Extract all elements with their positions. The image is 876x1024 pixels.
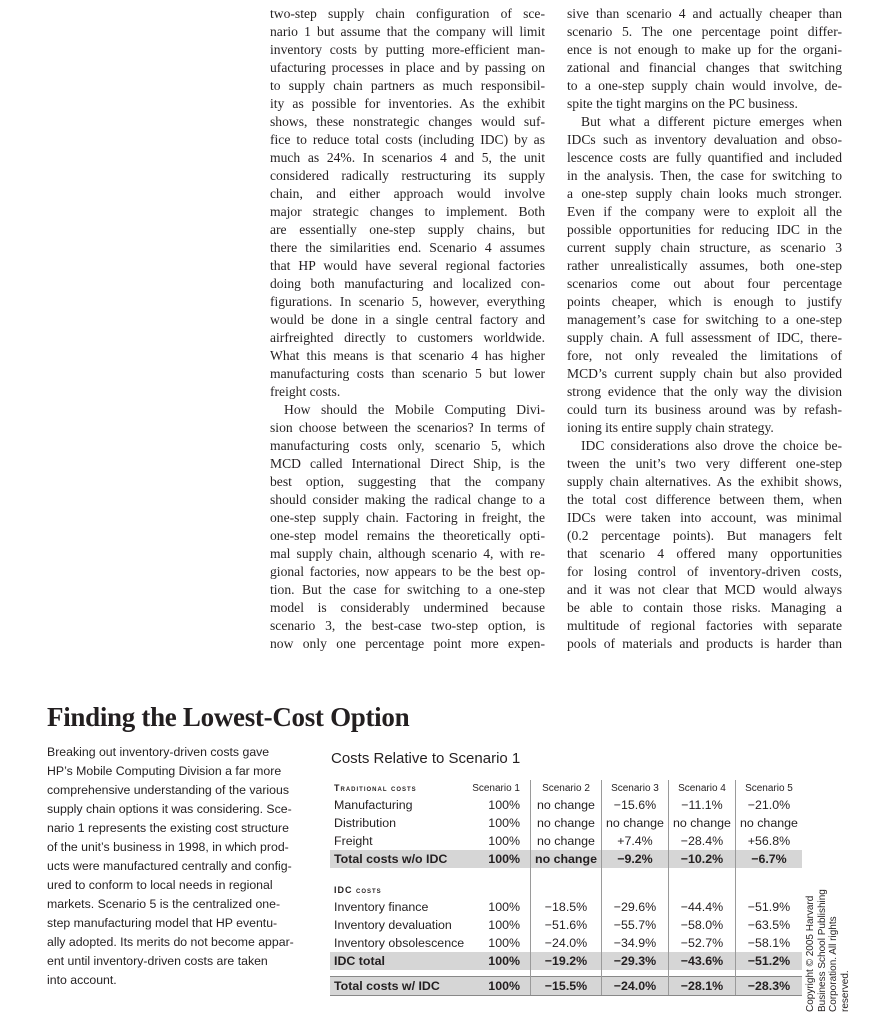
row-label: Total costs w/o IDC (330, 850, 468, 868)
cost-table (330, 780, 802, 996)
cell-scenario-5: −28.3% (735, 977, 802, 996)
total-row (330, 850, 802, 868)
text-line: are essentially one-step supply chains, but (270, 222, 545, 237)
text-line: manufacturing costs only, scenario 5, which (270, 438, 545, 453)
cell-scenario-3 (601, 882, 668, 898)
text-line: manufacturing costs than scenario 5 but lower (270, 366, 545, 381)
table-row (330, 832, 802, 850)
text-line: shows, these nonstrategic changes would suf- (270, 114, 545, 129)
text-line: now only one percentage point more expen- (270, 636, 545, 651)
cell-scenario-2: −51.6% (531, 916, 602, 934)
text-line: sion choose between the scenarios? In terms of (270, 420, 545, 435)
cell-scenario-4: no change (668, 814, 735, 832)
cell-scenario-3: −9.2% (601, 850, 668, 868)
text-line: one-step model remains the theoretically opti- (270, 528, 545, 543)
cell-scenario-1: 100% (468, 952, 530, 970)
row-label: Inventory finance (334, 900, 429, 914)
cell-scenario-1: 100% (488, 834, 520, 848)
text-line: Even if the company were to exploit all the (567, 204, 842, 219)
copyright-line: Corporation. All rights reserved. (828, 916, 851, 1012)
spacer-row (330, 868, 802, 882)
caption-line: Breaking out inventory-driven costs gave (47, 745, 270, 759)
text-line: be able to contain those risks. Managing a (567, 600, 842, 615)
cell-scenario-5: −58.1% (735, 934, 802, 952)
cell-scenario-3: −34.9% (601, 934, 668, 952)
text-line: supply chain alternatives. As the exhibit shows, (567, 474, 842, 489)
table-row (330, 796, 802, 814)
text-line: there the similarities end. Scenario 4 assumes (270, 240, 545, 255)
caption-line: nario 1 represents the existing cost structure (47, 821, 289, 835)
text-line: figurations. In scenario 5, however, everything (270, 294, 545, 309)
text-line: gional factories, now appears to be the best op- (270, 564, 545, 579)
cell-scenario-4: −58.0% (668, 916, 735, 934)
caption-line: of the unit’s business in 1998, in which prod- (47, 840, 289, 854)
text-line: IDCs were taken into account, was minimal (567, 510, 842, 525)
caption-line: ucts were manufactured centrally and config- (47, 859, 292, 873)
text-line: ufacturing processes in place and by passing on (270, 60, 545, 75)
text-line: supply chain. A full assessment of IDC, there- (567, 330, 842, 345)
exhibit-title: Finding the Lowest-Cost Option (47, 702, 410, 732)
row-label: Traditional costs (334, 783, 417, 793)
caption-line: step manufacturing model that HP eventu- (47, 916, 278, 930)
text-line: management’s case for switching to a one-step (567, 312, 842, 327)
text-line: nario 1 but assume that the company will limit (270, 24, 545, 39)
cell-scenario-2: no change (531, 832, 602, 850)
cell-scenario-2: −19.2% (531, 952, 602, 970)
row-label: IDC costs (334, 885, 382, 895)
text-line: to supply chain partners as much responsibil- (270, 78, 545, 93)
text-line: tion. But the case for switching to a one-step (270, 582, 545, 597)
cell-scenario-2: −24.0% (531, 934, 602, 952)
text-line: MCD called International Direct Ship, is the (270, 456, 545, 471)
text-line: rather unrealistically assumes, both one-step (567, 258, 842, 273)
row-label: Freight (334, 834, 373, 848)
text-line: one-step supply chain. Factoring in freight, the (270, 510, 545, 525)
table-row (330, 814, 802, 832)
text-line: a one-step supply chain looks much stronger. (567, 186, 842, 201)
text-line: pools of materials and products is harder than (567, 636, 842, 651)
text-line: could turn its business around was by refash- (567, 402, 842, 417)
cell-scenario-2: Scenario 2 (531, 780, 602, 796)
text-line: two-step supply chain configuration of sce- (270, 6, 545, 21)
table-row (330, 898, 802, 916)
cell-scenario-2: no change (531, 814, 602, 832)
cell-scenario-3: −29.3% (601, 952, 668, 970)
caption-line: ured to conform to local needs in regional (47, 878, 273, 892)
text-line: points cheaper, which is enough to justify (567, 294, 842, 309)
cell-scenario-5: −51.9% (735, 898, 802, 916)
cell-scenario-1: 100% (488, 816, 520, 830)
row-label: Inventory obsolescence (334, 936, 465, 950)
article-left-column (270, 5, 545, 653)
text-line: that scenario 4 offered many opportunities (567, 546, 842, 561)
text-line: much as 24%. In scenarios 4 and 5, the unit (270, 150, 545, 165)
cell-scenario-5 (735, 882, 802, 898)
caption-line: HP’s Mobile Computing Division a far more (47, 764, 282, 778)
cell-scenario-1: 100% (488, 900, 520, 914)
table-row (330, 916, 802, 934)
text-line: zational and financial changes that switching (567, 60, 842, 75)
cell-scenario-3: −15.6% (601, 796, 668, 814)
cell-scenario-1: 100% (468, 850, 530, 868)
caption-line: markets. Scenario 5 is the centralized one- (47, 897, 281, 911)
cell-scenario-4 (668, 882, 735, 898)
row-label: Total costs w/ IDC (330, 977, 468, 996)
cell-scenario-4: Scenario 4 (668, 780, 735, 796)
cell-scenario-1: 100% (488, 936, 520, 950)
cell-scenario-4: −44.4% (668, 898, 735, 916)
idc-header-row (330, 882, 802, 898)
text-line: the total cost difference between them, when (567, 492, 842, 507)
text-line: that HP would have several regional factories (270, 258, 545, 273)
text-line: IDC considerations also drove the choice be- (581, 438, 842, 453)
cell-scenario-4: −10.2% (668, 850, 735, 868)
text-line: ity as possible for inventories. As the exhibit (270, 96, 545, 111)
cell-scenario-4: −52.7% (668, 934, 735, 952)
table-row (330, 934, 802, 952)
cell-scenario-5: −63.5% (735, 916, 802, 934)
cell-scenario-3: −24.0% (601, 977, 668, 996)
text-line: lescence costs are fully quantified and included (567, 150, 842, 165)
cell-scenario-5: −51.2% (735, 952, 802, 970)
text-line: scenario 3, the best-case two-step option, is (270, 618, 545, 633)
text-line: strong evidence that the only way the division (567, 384, 842, 399)
text-line: How should the Mobile Computing Divi- (284, 402, 545, 417)
caption-line: ent until inventory-driven costs are taken (47, 954, 268, 968)
cell-scenario-3: +7.4% (601, 832, 668, 850)
text-line: would be done in a single central factory and (270, 312, 545, 327)
text-line: best option, suggesting that the company (270, 474, 545, 489)
text-line: airfreighted directly to customers worldwide. (270, 330, 545, 345)
text-line: freight costs. (270, 384, 341, 399)
text-line: current supply chain structure, as scenario 3 (567, 240, 842, 255)
copyright-line: Copyright © 2005 Harvard (805, 895, 816, 1012)
text-line: sive than scenario 4 and actually cheaper than (567, 6, 842, 21)
text-line: considered radically restructuring its supply (270, 168, 545, 183)
text-line: inventory costs by putting more-efficient man- (270, 42, 545, 57)
text-line: scenario 5. The one percentage point differ- (567, 24, 842, 39)
cell-scenario-2: no change (531, 850, 602, 868)
caption-line: ally adopted. Its merits do not become appar- (47, 935, 294, 949)
cell-scenario-1: Scenario 1 (472, 782, 520, 794)
cell-scenario-1: 100% (488, 918, 520, 932)
text-line: model is considerably undermined because (270, 600, 545, 615)
article-right-column (567, 5, 842, 653)
copyright-line: Business School Publishing (816, 889, 828, 1012)
cell-scenario-5 (735, 868, 802, 882)
cell-scenario-2 (531, 868, 602, 882)
cell-scenario-3: Scenario 3 (601, 780, 668, 796)
text-line: to a one-step supply chain would involve, de- (567, 78, 842, 93)
cell-scenario-1: 100% (488, 798, 520, 812)
row-label: Manufacturing (334, 798, 413, 812)
text-line: possible opportunities for reducing IDC in the (567, 222, 842, 237)
text-line: MCD’s current supply chain but also provided (567, 366, 842, 381)
text-line: and it was not clear that MCD would always (567, 582, 842, 597)
text-line: scenarios come out about four percentage (567, 276, 842, 291)
row-label: IDC total (330, 952, 468, 970)
cell-scenario-5: no change (735, 814, 802, 832)
text-line: But what a different picture emerges when (581, 114, 842, 129)
cell-scenario-3: −29.6% (601, 898, 668, 916)
text-line: for losing control of inventory-driven costs, (567, 564, 842, 579)
text-line: tween the unit’s two very different one-step (567, 456, 842, 471)
row-label: Distribution (334, 816, 396, 830)
cell-scenario-1: 100% (468, 977, 530, 996)
header-row (330, 780, 802, 796)
cell-scenario-5: +56.8% (735, 832, 802, 850)
text-line: IDCs such as inventory devaluation and obso- (567, 132, 842, 147)
cell-scenario-2 (531, 882, 602, 898)
text-line: in the analysis. Then, the case for switching to (567, 168, 842, 183)
text-line: fore, not only revealed the limitations of (567, 348, 842, 363)
cell-scenario-4: −28.1% (668, 977, 735, 996)
caption-line: supply chain options it was considering. Sce- (47, 802, 292, 816)
text-line: chain, and either approach would involve (270, 186, 545, 201)
cell-scenario-4: −28.4% (668, 832, 735, 850)
caption-line: comprehensive understanding of the various (47, 783, 289, 797)
text-line: mal supply chain, although scenario 4, with re- (270, 546, 545, 561)
cell-scenario-1 (468, 868, 530, 882)
idc-total-row (330, 952, 802, 970)
row-label: Inventory devaluation (334, 918, 452, 932)
cell-scenario-4 (668, 868, 735, 882)
text-line: should consider making the radical change to a (270, 492, 545, 507)
text-line: major strategic changes to implement. Both (270, 204, 545, 219)
cell-scenario-3 (601, 868, 668, 882)
cell-scenario-5: −6.7% (735, 850, 802, 868)
text-line: ence is not enough to make up for the organi- (567, 42, 842, 57)
text-line: ioning its entire supply chain strategy. (567, 420, 774, 435)
cell-scenario-3: −55.7% (601, 916, 668, 934)
cell-scenario-3: no change (601, 814, 668, 832)
cell-scenario-2: −15.5% (531, 977, 602, 996)
text-line: fice to reduce total costs (including IDC) by as (270, 132, 545, 147)
cell-scenario-1 (468, 882, 530, 898)
text-line: (0.2 percentage points). But managers felt (567, 528, 842, 543)
table-title: Costs Relative to Scenario 1 (331, 750, 521, 767)
cell-scenario-4: −11.1% (668, 796, 735, 814)
caption-line: into account. (47, 973, 117, 987)
cell-scenario-2: −18.5% (531, 898, 602, 916)
row-label (330, 868, 468, 882)
cell-scenario-2: no change (531, 796, 602, 814)
cell-scenario-5: −21.0% (735, 796, 802, 814)
exhibit-caption (47, 743, 307, 990)
grand-total-row (330, 977, 802, 996)
text-line: spite the tight margins on the PC business. (567, 96, 798, 111)
text-line: What this means is that scenario 4 has higher (270, 348, 545, 363)
text-line: multitude of regional factories with separate (567, 618, 842, 633)
copyright-notice (805, 872, 851, 1012)
text-line: doing both manufacturing and localized con- (270, 276, 545, 291)
cell-scenario-4: −43.6% (668, 952, 735, 970)
cell-scenario-5: Scenario 5 (735, 780, 802, 796)
